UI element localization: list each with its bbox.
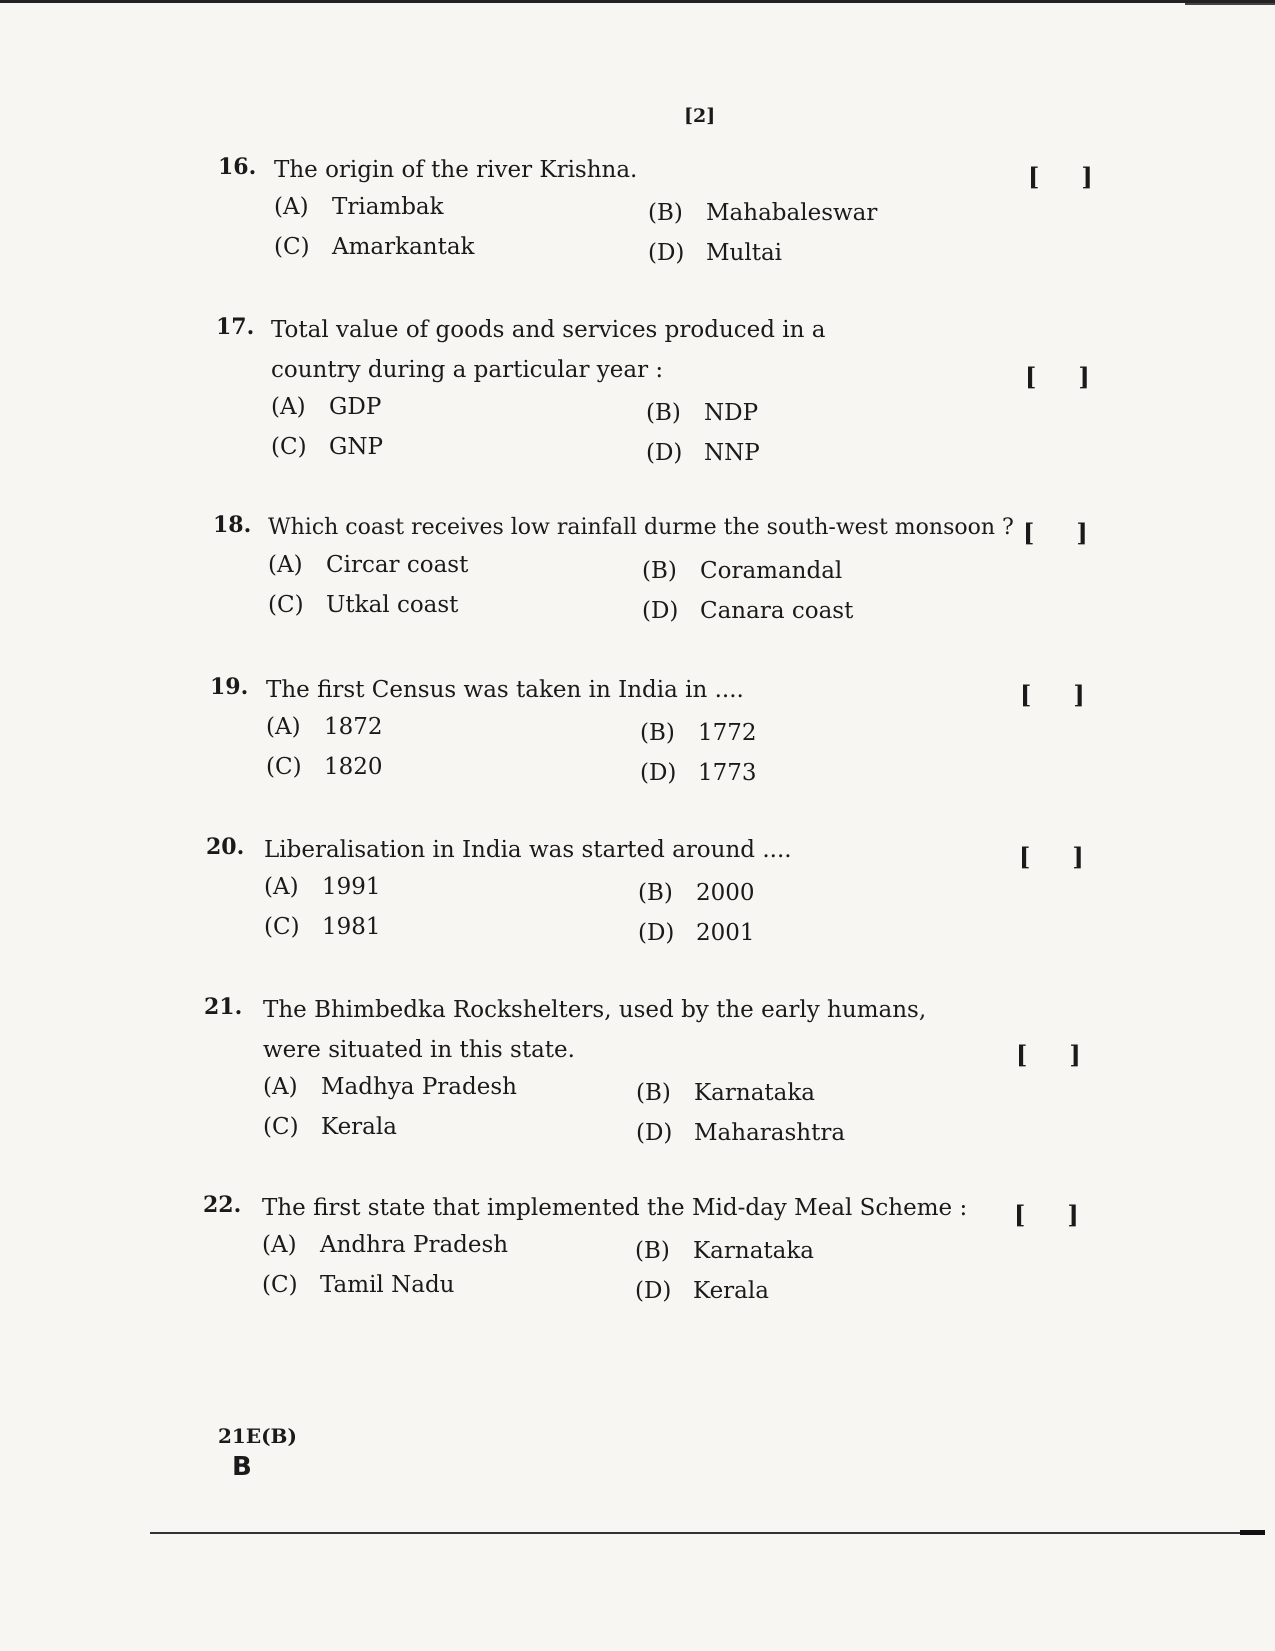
answer-bracket[interactable]: [ ] bbox=[1028, 162, 1095, 191]
option-a: (A) Triambak bbox=[274, 194, 444, 220]
question-text: The first state that implemented the Mid-day Meal Scheme : bbox=[262, 1195, 968, 1221]
answer-bracket[interactable]: [ ] bbox=[1020, 680, 1087, 709]
question-number: 16. bbox=[218, 154, 257, 180]
answer-bracket[interactable]: [ ] bbox=[1023, 518, 1090, 547]
option-c: (C) Tamil Nadu bbox=[262, 1272, 455, 1298]
option-b: (B) NDP bbox=[646, 400, 759, 426]
option-d: (D) NNP bbox=[646, 440, 760, 466]
answer-bracket[interactable]: [ ] bbox=[1025, 362, 1092, 391]
top-rule-right bbox=[1185, 3, 1275, 5]
option-b: (B) Karnataka bbox=[636, 1080, 816, 1106]
question-text: The Bhimbedka Rockshelters, used by the early humans, were situated in this state. bbox=[263, 997, 927, 1063]
option-c: (C) GNP bbox=[271, 434, 383, 460]
bottom-rule-end bbox=[1240, 1530, 1265, 1535]
option-d: (D) Maharashtra bbox=[636, 1120, 846, 1146]
top-rule bbox=[0, 0, 1275, 3]
option-d: (D) Kerala bbox=[635, 1278, 769, 1304]
option-a: (A) Madhya Pradesh bbox=[263, 1074, 517, 1100]
option-b: (B) 1772 bbox=[640, 720, 757, 746]
question-text: Which coast receives low rainfall durme the south-west monsoon ? bbox=[268, 515, 1014, 540]
option-c: (C) Utkal coast bbox=[268, 592, 459, 618]
question-number: 18. bbox=[213, 512, 252, 538]
option-a: (A) 1991 bbox=[264, 874, 381, 900]
question-number: 20. bbox=[206, 834, 245, 860]
option-d: (D) 2001 bbox=[638, 920, 755, 946]
question-text: The origin of the river Krishna. bbox=[274, 157, 638, 183]
option-d: (D) 1773 bbox=[640, 760, 757, 786]
option-b: (B) Mahabaleswar bbox=[648, 200, 878, 226]
option-a: (A) Circar coast bbox=[268, 552, 469, 578]
option-b: (B) 2000 bbox=[638, 880, 755, 906]
answer-bracket[interactable]: [ ] bbox=[1014, 1200, 1081, 1229]
question-number: 21. bbox=[204, 994, 243, 1020]
option-c: (C) 1981 bbox=[264, 914, 381, 940]
option-a: (A) Andhra Pradesh bbox=[262, 1232, 509, 1258]
question-text: The first Census was taken in India in .... bbox=[266, 677, 744, 703]
question-number: 22. bbox=[203, 1192, 242, 1218]
answer-bracket[interactable]: [ ] bbox=[1019, 842, 1086, 871]
bottom-rule bbox=[150, 1532, 1265, 1534]
set-mark: B bbox=[232, 1452, 252, 1482]
option-c: (C) Kerala bbox=[263, 1114, 397, 1140]
option-d: (D) Multai bbox=[648, 240, 783, 266]
question-number: 17. bbox=[216, 314, 255, 340]
answer-bracket[interactable]: [ ] bbox=[1016, 1040, 1083, 1069]
paper-code: 21E(B) bbox=[218, 1424, 297, 1448]
option-c: (C) Amarkantak bbox=[274, 234, 475, 260]
question-text: Total value of goods and services produced in a country during a particular year : bbox=[271, 317, 826, 383]
option-a: (A) GDP bbox=[271, 394, 382, 420]
option-d: (D) Canara coast bbox=[642, 598, 854, 624]
option-b: (B) Karnataka bbox=[635, 1238, 815, 1264]
option-a: (A) 1872 bbox=[266, 714, 383, 740]
page-number: [2] bbox=[684, 105, 716, 127]
option-c: (C) 1820 bbox=[266, 754, 383, 780]
option-b: (B) Coramandal bbox=[642, 558, 843, 584]
question-number: 19. bbox=[210, 674, 249, 700]
question-text: Liberalisation in India was started around .... bbox=[264, 837, 792, 863]
